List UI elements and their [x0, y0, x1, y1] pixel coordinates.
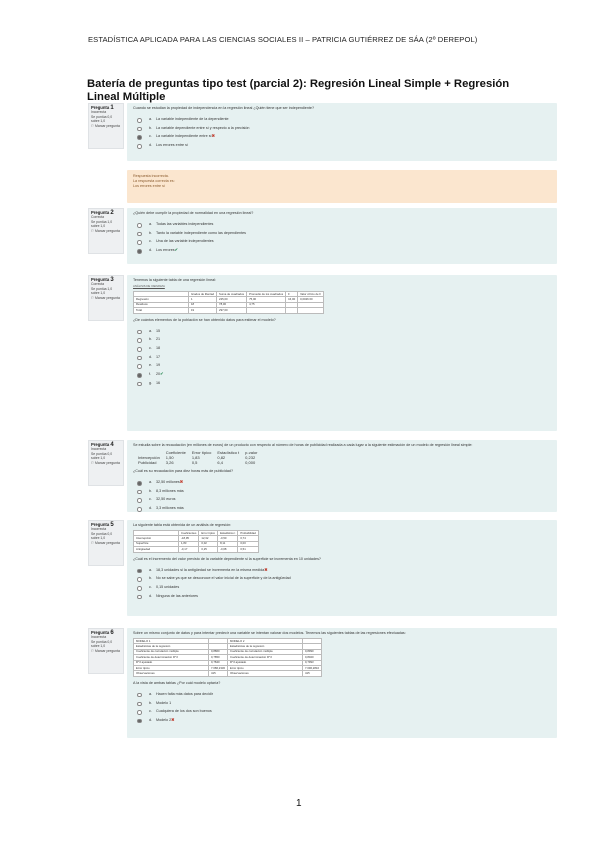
radio-button[interactable]	[137, 586, 142, 591]
answer-option[interactable]: d. Modelo 2✖	[133, 716, 551, 725]
flag-question-link[interactable]: ⚐ Marcar pregunta	[91, 228, 120, 233]
question-subprompt: ¿Cuál es su recaudación para diez horas más de publicidad?	[133, 469, 234, 473]
question-number: 6	[110, 630, 114, 636]
question-card	[127, 520, 557, 616]
radio-button[interactable]	[137, 330, 142, 335]
answer-option[interactable]: f. 20✔	[133, 370, 551, 379]
models-table: MODELO 1 MODELO 2 Estadísticas de la regresión Estadísticas de la regresión Coeficiente de correlación múltiple 0,8860 Coeficiente de correlación múltiple 0,8990 Coeficiente de determinación R^2 0,7850 Coeficiente de determinación R^2 0,8020 R^2 ajustado 0,7840 R^2 ajustado 0,7993 Error típico 7.086,2330 Error típico 7.096,2810 Observaciones 415 Observaciones 415	[133, 638, 322, 677]
radio-button[interactable]	[137, 232, 142, 237]
flag-icon: ⚐	[91, 123, 95, 128]
question-score: Se puntúa 0,0 sobre 1,0	[91, 114, 113, 124]
radio-button[interactable]	[137, 577, 142, 582]
radio-button[interactable]	[137, 595, 142, 600]
flag-icon: ⚐	[91, 228, 95, 233]
feedback-box	[127, 170, 557, 203]
answer-option[interactable]: d. Los errores entre sí	[133, 141, 551, 150]
answer-option[interactable]: a. 32,50 millones✖	[133, 478, 551, 487]
question-card	[127, 103, 557, 161]
answer-option[interactable]: b. La variable dependiente entre sí y respecto a la precisión	[133, 124, 551, 133]
question-number: 5	[110, 522, 114, 528]
question-stem: Sobre un mismo conjunto de datos y para intentar predecir una variable se intentan valorar dos modelos. Tenemos las siguientes tablas de las regresiones efectuadas:	[133, 631, 406, 635]
radio-button[interactable]	[137, 481, 142, 486]
question-info: Pregunta 6 Incorrecta Se puntúa 0,0 sobre 1,0 ⚐ Marcar pregunta	[88, 628, 124, 674]
radio-button[interactable]	[137, 118, 142, 123]
flag-question-link[interactable]: ⚐ Marcar pregunta	[91, 123, 120, 128]
question-info	[88, 103, 124, 149]
feedback-answer: Los errores entre sí	[133, 184, 165, 189]
flag-question-link[interactable]: ⚐ Marcar pregunta	[91, 648, 120, 653]
question-subprompt: ¿Cuál es el incremento del valor previsto de la variable dependiente si la superficie se incrementa en 10 unidades?	[133, 556, 321, 561]
radio-button[interactable]	[137, 240, 142, 245]
answer-option[interactable]: c. La variable independiente entre sí✖	[133, 132, 551, 141]
answer-option[interactable]: c. Cualquiera de los dos son buenos	[133, 707, 551, 716]
anova-table: Grados de libertad Suma de cuadrados Promedio de los cuadrados F Valor crítico de F Regresión 1 225,00 75,00 16,00 0,0026 00 Residuos 18 78,00 4,75 Total 19 297,00	[133, 291, 324, 314]
flag-question-link[interactable]: ⚐ Marcar pregunta	[91, 295, 120, 300]
question-card	[127, 628, 557, 738]
radio-button[interactable]	[137, 710, 142, 715]
answer-option[interactable]: c. 0,15 unidades	[133, 583, 551, 592]
answer-option[interactable]: a. 15	[133, 327, 551, 336]
page-header: ESTADÍSTICA APLICADA PARA LAS CIENCIAS SOCIALES II – PATRICIA GUTIÉRREZ DE SÁA (2º DEREPOL)	[88, 35, 478, 44]
radio-button[interactable]	[137, 490, 142, 495]
answer-option[interactable]: b. Modelo 1	[133, 699, 551, 708]
answer-option[interactable]: g. 16	[133, 379, 551, 388]
coefficients-table: Coeficiente Error típico Estadístico t p-valor Intercepción 1,50 1,83 0,82 0,232 Publicidad 3,26 0,5 6,4 0,000	[138, 450, 258, 465]
radio-button[interactable]	[137, 498, 142, 503]
question-number: 1	[110, 105, 114, 111]
question-score: Se puntúa 0,0 sobre 1,0	[91, 451, 113, 461]
radio-button[interactable]	[137, 569, 142, 574]
radio-button[interactable]	[137, 249, 142, 254]
table-caption: ANÁLISIS DE VARIANZA	[133, 284, 165, 288]
question-stem: La siguiente tabla está obtenida de un análisis de regresión:	[133, 523, 232, 527]
question-stem: Se estudia sobre la recaudación (en millones de euros) de un producto con respecto al número de horas de publicidad realizada a cada lugar a la siguiente estimación de un modelo de regresión lineal simple:	[133, 443, 473, 447]
question-card	[127, 440, 557, 512]
feedback-heading: Respuesta incorrecta.	[133, 174, 169, 178]
question-status: Incorrecta	[91, 635, 107, 640]
question-info: Pregunta 2 Correcta Se puntúa 1,0 sobre 1,0 ⚐ Marcar pregunta	[88, 208, 124, 254]
answer-option[interactable]: d. Ninguna de las anteriores	[133, 592, 551, 601]
question-number: 3	[110, 277, 114, 283]
radio-button[interactable]	[137, 693, 142, 698]
correct-icon: ✔	[174, 247, 179, 253]
question-subprompt: ¿De cuántos elementos de la población se han obtenido datos para estimar el modelo?	[133, 317, 276, 322]
answer-option[interactable]: d. 17	[133, 353, 551, 362]
answer-option[interactable]: c. 32,50 euros	[133, 495, 551, 504]
incorrect-icon: ✖	[171, 716, 175, 722]
radio-button[interactable]	[137, 719, 142, 724]
radio-button[interactable]	[137, 135, 142, 140]
answer-option[interactable]: a. Todas las variables independientes	[133, 220, 551, 229]
answer-option[interactable]: b. Tanto la variable independiente como las dependientes	[133, 229, 551, 238]
incorrect-icon: ✖	[211, 133, 215, 139]
page-number: 1	[296, 798, 302, 809]
radio-button[interactable]	[137, 382, 142, 387]
question-number: 2	[110, 210, 114, 216]
flag-icon: ⚐	[91, 295, 95, 300]
question-info: Pregunta 3 Correcta Se puntúa 1,0 sobre 1,0 ⚐ Marcar pregunta	[88, 275, 124, 321]
flag-icon: ⚐	[91, 460, 95, 465]
question-score: Se puntúa 0,0 sobre 1,0	[91, 531, 113, 541]
flag-icon: ⚐	[91, 540, 95, 545]
answer-option[interactable]: a. Hacen falta más datos para decidir	[133, 690, 551, 699]
answer-option[interactable]: d. Los errores✔	[133, 246, 551, 255]
question-score: Se puntúa 1,0 sobre 1,0	[91, 219, 113, 229]
question-info: Pregunta 4 Incorrecta Se puntúa 0,0 sobre 1,0 ⚐ Marcar pregunta	[88, 440, 124, 486]
radio-button[interactable]	[137, 373, 142, 378]
answer-option[interactable]: c. 18	[133, 344, 551, 353]
answer-option[interactable]: d. 3,3 millones más	[133, 504, 551, 513]
radio-button[interactable]	[137, 127, 142, 132]
document-title: Batería de preguntas tipo test (parcial 2): Regresión Lineal Simple + Regresión Lineal Múltiple	[87, 78, 510, 103]
question-stem: Tenemos la siguiente tabla de una regresión lineal:	[133, 278, 217, 282]
question-status: Incorrecta	[91, 527, 107, 532]
question-label: Pregunta	[91, 105, 110, 110]
radio-button[interactable]	[137, 356, 142, 361]
flag-question-link[interactable]: ⚐ Marcar pregunta	[91, 460, 120, 465]
answer-option[interactable]: b. No se sabe ya que se desconoce el valor inicial de la superficie y de la antigüedad	[133, 574, 551, 583]
regression-table: Coeficientes Error típico Estadístico t Probabilidad Intercepción -18,95 12,32 -0,50 0,74 Superficie 1,83 0,02 8,11 0,00 Antigüedad -0,17 0,25 -0,68 0,51	[133, 530, 259, 553]
flag-question-link[interactable]: ⚐ Marcar pregunta	[91, 540, 120, 545]
answer-option[interactable]: b. 21	[133, 335, 551, 344]
answer-option[interactable]: c. Una de las variable independientes	[133, 237, 551, 246]
incorrect-icon: ✖	[264, 566, 268, 572]
question-status: Incorrecta	[91, 110, 107, 115]
question-status: Incorrecta	[91, 447, 107, 452]
question-card	[127, 208, 557, 264]
incorrect-icon: ✖	[179, 479, 184, 484]
question-info: Pregunta 5 Incorrecta Se puntúa 0,0 sobre 1,0 ⚐ Marcar pregunta	[88, 520, 124, 566]
radio-button[interactable]	[137, 144, 142, 149]
question-score: Se puntúa 1,0 sobre 1,0	[91, 286, 113, 296]
flag-icon: ⚐	[91, 648, 95, 653]
question-card	[127, 275, 557, 431]
answer-option[interactable]: a. La variable independiente de la dependiente	[133, 115, 551, 124]
question-stem: ¿Quién debe cumplir la propiedad de normalidad en una regresión lineal?	[133, 211, 254, 215]
question-score: Se puntúa 0,0 sobre 1,0	[91, 639, 113, 649]
radio-button[interactable]	[137, 702, 142, 707]
question-status: Correcta	[91, 282, 105, 287]
correct-icon: ✔	[160, 371, 164, 377]
radio-button[interactable]	[137, 223, 142, 228]
question-subprompt: A la vista de ambas tablas ¿Por cuál modelo optaría?	[133, 680, 221, 685]
answer-option[interactable]: e. 19	[133, 361, 551, 370]
answer-option[interactable]: b. 8,3 millones más	[133, 487, 551, 496]
question-status: Correcta	[91, 215, 105, 220]
radio-button[interactable]	[137, 507, 142, 512]
radio-button[interactable]	[137, 364, 142, 369]
feedback-line: La respuesta correcta es:	[133, 179, 175, 184]
radio-button[interactable]	[137, 338, 142, 343]
answer-option[interactable]: a. 18,3 unidades si la antigüedad se incrementa en la misma medida✖	[133, 566, 551, 575]
radio-button[interactable]	[137, 347, 142, 352]
question-stem: Cuando se estudian la propiedad de independencia en la regresión lineal ¿Quién tiene que ser independiente?	[133, 106, 315, 110]
question-number: 4	[110, 442, 114, 448]
